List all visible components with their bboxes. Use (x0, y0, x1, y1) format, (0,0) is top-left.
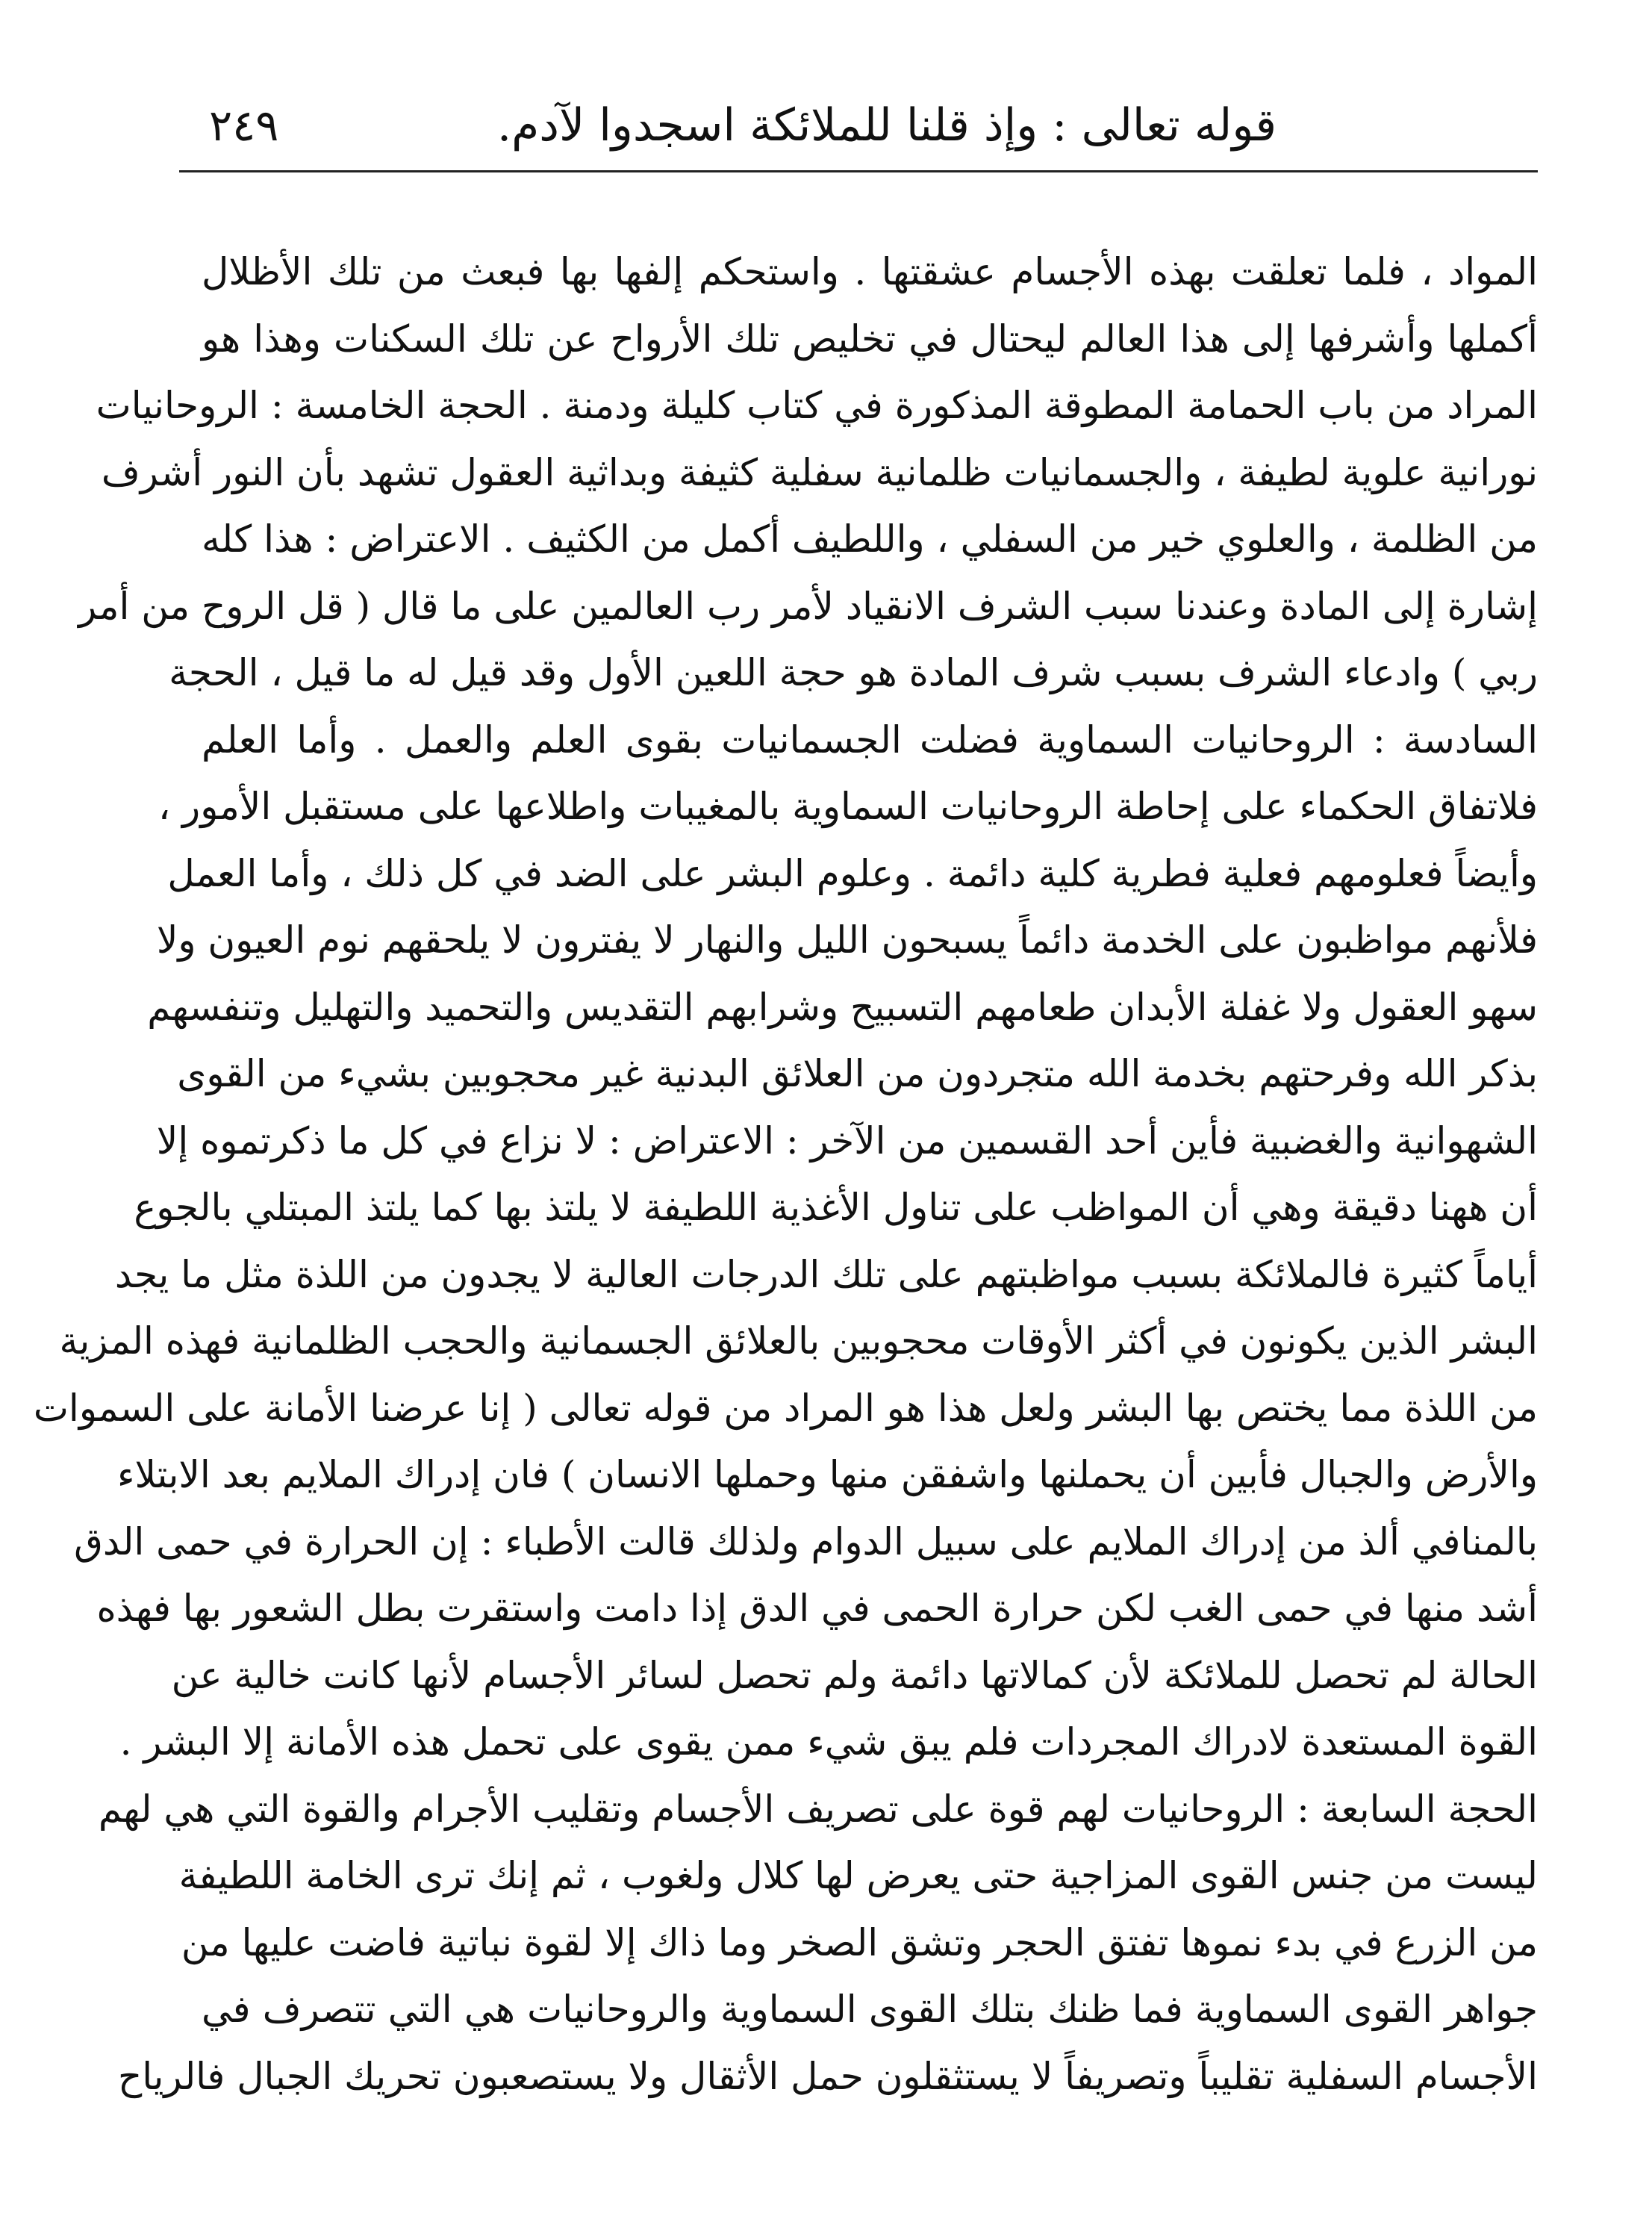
text-line: الحالة لم تحصل للملائكة لأن كمالاتها دائمة ولم تحصل لسائر الأجسام لأنها كانت خالية عن (171, 1653, 1538, 1697)
text-line: أياماً كثيرة فالملائكة بسبب مواظبتهم على تلك الدرجات العالية لا يجدون من اللذة مثل ما يجد (114, 1252, 1538, 1296)
text-line: أكملها وأشرفها إلى هذا العالم ليحتال في تخليص تلك الأرواح عن تلك السكنات وهذا هو (202, 317, 1538, 361)
text-line: البشر الذين يكونون في أكثر الأوقات محجوبين بالعلائق الجسمانية والحجب الظلمانية فهذه المزية (59, 1319, 1538, 1363)
page-header (179, 88, 1538, 170)
text-line: جواهر القوى السماوية فما ظنك بتلك القوى السماوية والروحانيات هي التي تتصرف في (202, 1988, 1538, 2031)
text-line: وأيضاً فعلومهم فعلية فطرية كلية دائمة . وعلوم البشر على الضد في كل ذلك ، وأما العمل (167, 851, 1538, 895)
text-line: من الزرع في بدء نموها تفتق الحجر وتشق الصخر وما ذاك إلا لقوة نباتية فاضت عليها من (181, 1920, 1538, 1964)
text-line: المواد ، فلما تعلقت بهذه الأجسام عشقتها . واستحكم إلفها بها فبعث من تلك الأظلال (202, 250, 1538, 293)
text-line: ربي ) وادعاء الشرف بسبب شرف المادة هو حجة اللعين الأول وقد قيل له ما قيل ، الحجة (169, 651, 1538, 694)
text-line: إشارة إلى المادة وعندنا سبب الشرف الانقياد لأمر رب العالمين على ما قال ( قل الروح من أمر (78, 584, 1538, 628)
text-line: فلأنهم مواظبون على الخدمة دائماً يسبحون الليل والنهار لا يفترون لا يلحقهم نوم العيون ولا (156, 918, 1538, 962)
text-line: السادسة : الروحانيات السماوية فضلت الجسمانيات بقوى العلم والعمل . وأما العلم (202, 718, 1538, 762)
text-line: من اللذة مما يختص بها البشر ولعل هذا هو المراد من قوله تعالى ( إنا عرضنا الأمانة على السموات (33, 1386, 1538, 1430)
body-text (33, 239, 1538, 2110)
running-title: قوله تعالى : وإذ قلنا للملائكة اسجدوا لآدم. (497, 99, 1277, 152)
header-rule (179, 170, 1538, 172)
text-line: بالمنافي ألذ من إدراك الملايم على سبيل الدوام ولذلك قالت الأطباء : إن الحرارة في حمى الدق (74, 1519, 1538, 1563)
text-line: أشد منها في حمى الغب لكن حرارة الحمى في الدق إذا دامت واستقرت بطل الشعور بها فهذه (96, 1587, 1538, 1630)
text-line: الشهوانية والغضبية فأين أحد القسمين من الآخر : الاعتراض : لا نزاع في كل ما ذكرتموه إلا (156, 1118, 1538, 1163)
text-line: القوة المستعدة لادراك المجردات فلم يبق شيء ممن يقوى على تحمل هذه الأمانة إلا البشر . (119, 1720, 1538, 1764)
text-line: المراد من باب الحمامة المطوقة المذكورة في كتاب كليلة ودمنة . الحجة الخامسة : الروحانيات (96, 384, 1538, 427)
text-line: من الظلمة ، والعلوي خير من السفلي ، واللطيف أكمل من الكثيف . الاعتراض : هذا كله (202, 517, 1538, 561)
text-line: نورانية علوية لطيفة ، والجسمانيات ظلمانية سفلية كثيفة وبداثية العقول تشهد بأن النور أشرف (101, 450, 1538, 494)
page-number: ٢٤٩ (209, 100, 279, 151)
text-line: أن ههنا دقيقة وهي أن المواظب على تناول الأغذية اللطيفة لا يلتذ بها كما يلتذ المبتلي بالجوع (134, 1186, 1538, 1229)
text-line: الحجة السابعة : الروحانيات لهم قوة على تصريف الأجسام وتقليب الأجرام والقوة التي هي لهم (98, 1787, 1538, 1831)
text-line: ليست من جنس القوى المزاجية حتى يعرض لها كلال ولغوب ، ثم إنك ترى الخامة اللطيفة (178, 1854, 1538, 1897)
text-line: سهو العقول ولا غفلة الأبدان طعامهم التسبيح وشرابهم التقديس والتحميد والتهليل وتنفسهم (147, 985, 1538, 1029)
text-line: والأرض والجبال فأبين أن يحملنها واشفقن منها وحملها الانسان ) فان إدراك الملايم بعد الابتلاء (117, 1453, 1538, 1496)
text-line: فلاتفاق الحكماء على إحاطة الروحانيات السماوية بالمغيبات واطلاعها على مستقبل الأمور ، (158, 785, 1538, 828)
text-line: الأجسام السفلية تقليباً وتصريفاً لا يستثقلون حمل الأثقال ولا يستصعبون تحريك الجبال فالرياح (117, 2054, 1538, 2098)
text-line: بذكر الله وفرحتهم بخدمة الله متجردون من العلائق البدنية غير محجوبين بشيء من القوى (177, 1052, 1538, 1095)
